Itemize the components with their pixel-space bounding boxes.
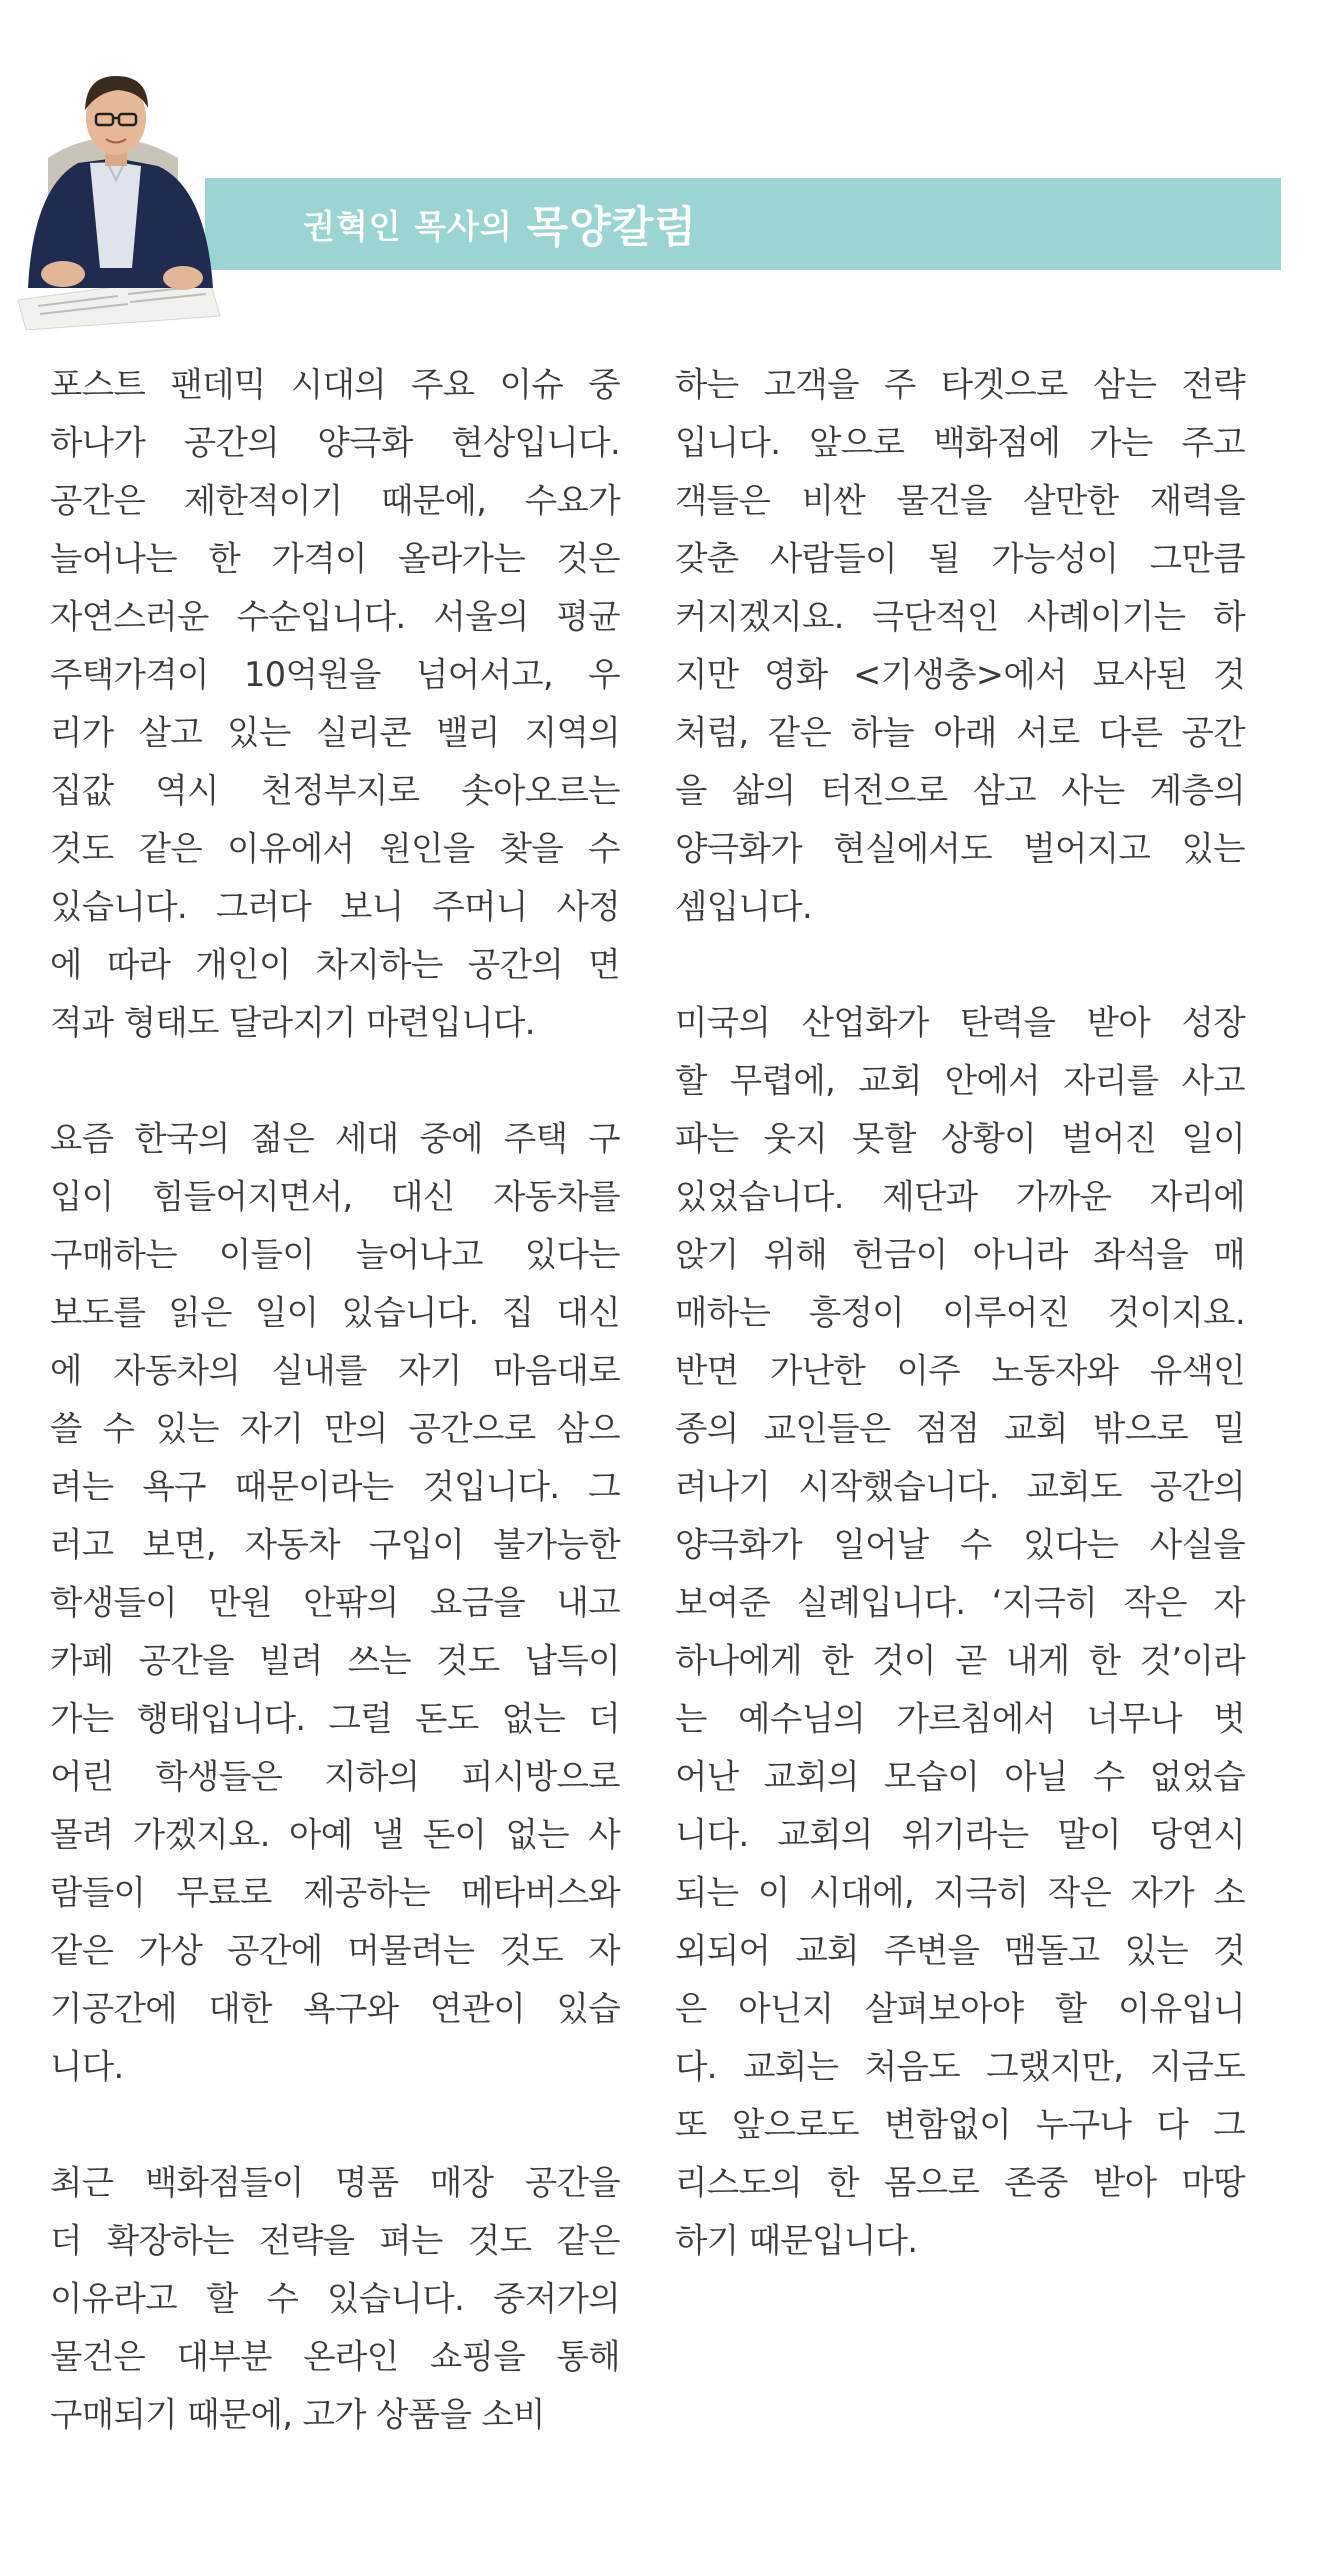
text-line: 다. 교회는 처음도 그랬지만, 지금도 [675, 2047, 1245, 2086]
paragraph-break [50, 2096, 620, 2154]
text-line: 이유라고 할 수 있습니다. 중저가의 [50, 2279, 620, 2318]
text-line: 매하는 흥정이 이루어진 것이지요. [675, 1293, 1245, 1332]
text-line: 것도 같은 이유에서 원인을 찾을 수 [50, 829, 620, 868]
text-line: 하기 때문입니다. [675, 2221, 918, 2260]
text-line: 늘어나는 한 가격이 올라가는 것은 [50, 539, 620, 578]
text-line: 또 앞으로도 변함없이 누구나 다 그 [675, 2105, 1245, 2144]
text-line: 을 삶의 터전으로 삼고 사는 계층의 [675, 771, 1245, 810]
text-line: 구매하는 이들이 늘어나고 있다는 [50, 1235, 620, 1274]
text-line: 구매되기 때문에, 고가 상품을 소비 [50, 2395, 545, 2434]
text-line: 쓸 수 있는 자기 만의 공간으로 삼으 [50, 1409, 620, 1448]
text-line: 몰려 가겠지요. 아예 낼 돈이 없는 사 [50, 1815, 620, 1854]
text-line: 할 무렵에, 교회 안에서 자리를 사고 [675, 1061, 1245, 1100]
text-line: 갖춘 사람들이 될 가능성이 그만큼 [675, 539, 1245, 578]
text-line: 니다. [50, 2047, 124, 2086]
text-line: 반면 가난한 이주 노동자와 유색인 [675, 1351, 1245, 1390]
text-line: 양극화가 일어날 수 있다는 사실을 [675, 1525, 1245, 1564]
text-line: 자연스러운 수순입니다. 서울의 평균 [50, 597, 620, 636]
text-line: 러고 보면, 자동차 구입이 불가능한 [50, 1525, 620, 1564]
text-line: 가는 행태입니다. 그럴 돈도 없는 더 [50, 1699, 620, 1738]
text-line: 양극화가 현실에서도 벌어지고 있는 [675, 829, 1245, 868]
text-line: 지만 영화 <기생충>에서 묘사된 것 [675, 655, 1245, 694]
text-line: 커지겠지요. 극단적인 사례이기는 하 [675, 597, 1245, 636]
text-line: 같은 가상 공간에 머물려는 것도 자 [50, 1931, 620, 1970]
text-line: 에 따라 개인이 차지하는 공간의 면 [50, 945, 620, 984]
text-line: 있었습니다. 제단과 가까운 자리에 [675, 1177, 1245, 1216]
text-line: 하나에게 한 것이 곧 내게 한 것’이라 [675, 1641, 1245, 1680]
paragraph-break [50, 1052, 620, 1110]
left-text-column [50, 356, 620, 2444]
author-byline: 권혁인 목사의 [303, 206, 513, 246]
column-title [303, 178, 697, 270]
text-line: 어난 교회의 모습이 아닐 수 없었습 [675, 1757, 1245, 1796]
text-line: 처럼, 같은 하늘 아래 서로 다른 공간 [675, 713, 1245, 752]
text-line: 보도를 읽은 일이 있습니다. 집 대신 [50, 1293, 620, 1332]
text-line: 하나가 공간의 양극화 현상입니다. [50, 423, 620, 462]
text-line: 객들은 비싼 물건을 살만한 재력을 [675, 481, 1245, 520]
text-line: 람들이 무료로 제공하는 메타버스와 [50, 1873, 620, 1912]
text-line: 되는 이 시대에, 지극히 작은 자가 소 [675, 1873, 1245, 1912]
text-line: 포스트 팬데믹 시대의 주요 이슈 중 [50, 365, 620, 404]
text-line: 는 예수님의 가르침에서 너무나 벗 [675, 1699, 1245, 1738]
text-line: 물건은 대부분 온라인 쇼핑을 통해 [50, 2337, 620, 2376]
column-name: 목양칼럼 [526, 202, 697, 253]
text-line: 파는 웃지 못할 상황이 벌어진 일이 [675, 1119, 1245, 1158]
text-line: 외되어 교회 주변을 맴돌고 있는 것 [675, 1931, 1245, 1970]
text-line: 종의 교인들은 점점 교회 밖으로 밀 [675, 1409, 1245, 1448]
text-line: 에 자동차의 실내를 자기 마음대로 [50, 1351, 620, 1390]
text-line: 려는 욕구 때문이라는 것입니다. 그 [50, 1467, 620, 1506]
text-line: 더 확장하는 전략을 펴는 것도 같은 [50, 2221, 620, 2260]
text-line: 앉기 위해 헌금이 아니라 좌석을 매 [675, 1235, 1245, 1274]
text-line: 카페 공간을 빌려 쓰는 것도 납득이 [50, 1641, 620, 1680]
text-line: 있습니다. 그러다 보니 주머니 사정 [50, 887, 620, 926]
text-line: 보여준 실례입니다. ‘지극히 작은 자 [675, 1583, 1245, 1622]
text-line: 적과 형태도 달라지기 마련입니다. [50, 1003, 535, 1042]
text-line: 입이 힘들어지면서, 대신 자동차를 [50, 1177, 620, 1216]
text-line: 기공간에 대한 욕구와 연관이 있습 [50, 1989, 620, 2028]
text-line: 집값 역시 천정부지로 솟아오르는 [50, 771, 620, 810]
text-line: 요즘 한국의 젊은 세대 중에 주택 구 [50, 1119, 620, 1158]
text-line: 입니다. 앞으로 백화점에 가는 주고 [675, 423, 1245, 462]
text-line: 어린 학생들은 지하의 피시방으로 [50, 1757, 620, 1796]
author-photo [8, 38, 223, 330]
text-line: 은 아닌지 살펴보아야 할 이유입니 [675, 1989, 1245, 2028]
text-line: 미국의 산업화가 탄력을 받아 성장 [675, 1003, 1245, 1042]
right-text-column [675, 356, 1245, 2270]
text-line: 하는 고객을 주 타겟으로 삼는 전략 [675, 365, 1245, 404]
text-line: 공간은 제한적이기 때문에, 수요가 [50, 481, 620, 520]
text-line: 최근 백화점들이 명품 매장 공간을 [50, 2163, 620, 2202]
text-line: 주택가격이 10억원을 넘어서고, 우 [50, 655, 620, 694]
paragraph-break [675, 936, 1245, 994]
text-line: 리스도의 한 몸으로 존중 받아 마땅 [675, 2163, 1245, 2202]
text-line: 학생들이 만원 안팎의 요금을 내고 [50, 1583, 620, 1622]
text-line: 려나기 시작했습니다. 교회도 공간의 [675, 1467, 1245, 1506]
text-line: 셈입니다. [675, 887, 813, 926]
text-line: 니다. 교회의 위기라는 말이 당연시 [675, 1815, 1245, 1854]
text-line: 리가 살고 있는 실리콘 밸리 지역의 [50, 713, 620, 752]
